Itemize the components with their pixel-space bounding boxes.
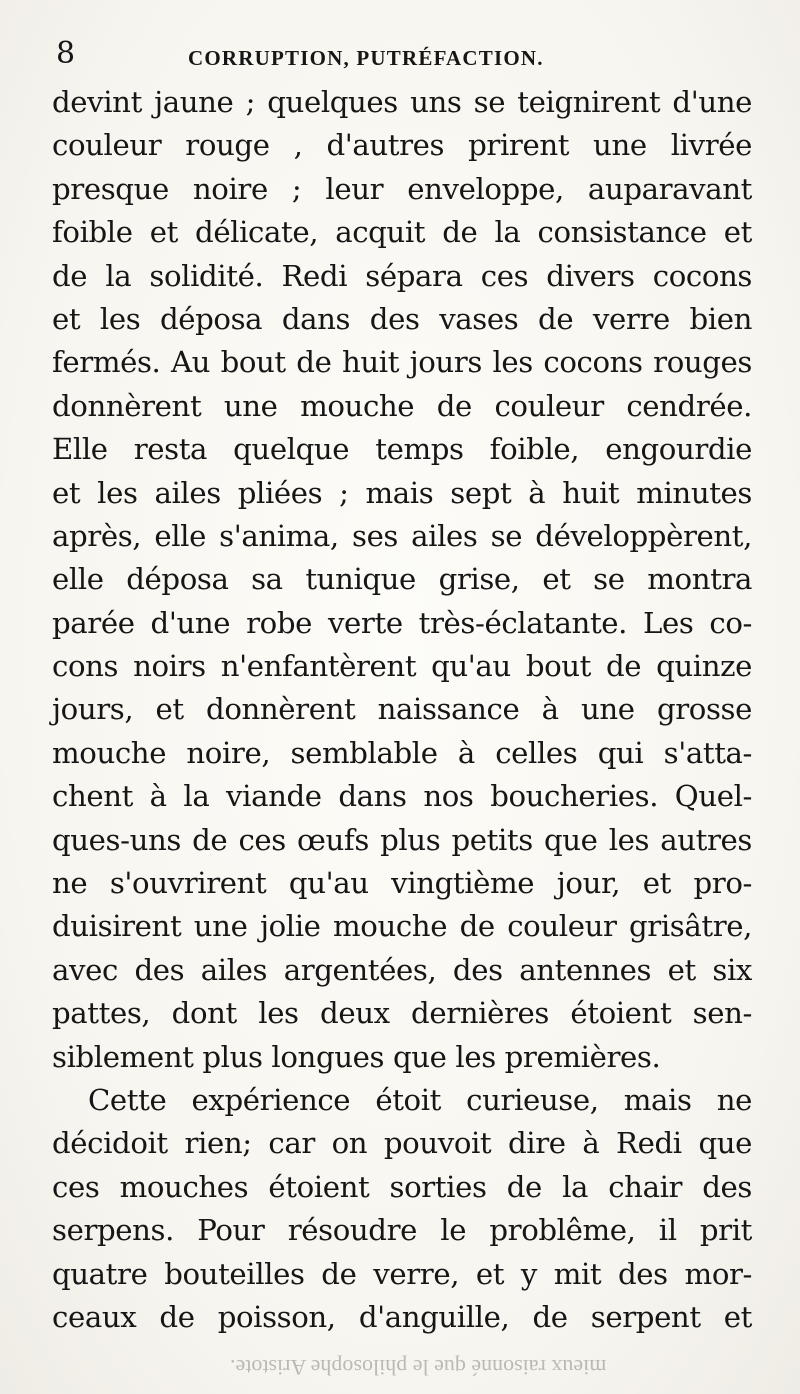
text-line: foible et délicate, acquit de la consistance et (52, 215, 752, 250)
text-line: jours, et donnèrent naissance à une grosse (52, 692, 752, 727)
text-line: ne s'ouvrirent qu'au vingtième jour, et pro- (52, 866, 752, 901)
page-number: 8 (56, 36, 76, 71)
text-line: de la solidité. Redi sépara ces divers cocons (52, 258, 752, 293)
text-line: parée d'une robe verte très-éclatante. Les co- (52, 605, 752, 640)
text-line: Elle resta quelque temps foible, engourdie (52, 432, 752, 467)
text-line: mouche noire, semblable à celles qui s'atta- (52, 735, 752, 770)
text-line: presque noire ; leur enveloppe, auparavant (52, 171, 752, 206)
text-line: après, elle s'anima, ses ailes se développèrent, (52, 518, 752, 553)
text-line: avec des ailes argentées, des antennes et six (52, 952, 752, 987)
text-line: pattes, dont les deux dernières étoient sen- (52, 996, 752, 1031)
text-line: ces mouches étoient sorties de la chair des (52, 1169, 752, 1204)
text-line: serpens. Pour résoudre le problême, il prit (52, 1213, 752, 1248)
running-head: CORRUPTION, PUTRÉFACTION. (188, 46, 544, 70)
text-line: ceaux de poisson, d'anguille, de serpent et (52, 1299, 752, 1334)
text-line: et les déposa dans des vases de verre bien (52, 301, 752, 336)
text-line: décidoit rien; car on pouvoit dire à Redi que (52, 1126, 752, 1161)
text-line: chent à la viande dans nos boucheries. Quel- (52, 779, 752, 814)
text-line: ques-uns de ces œufs plus petits que les autres (52, 822, 752, 857)
text-line: elle déposa sa tunique grise, et se montra (52, 562, 752, 597)
text-line: et les ailes pliées ; mais sept à huit minutes (52, 475, 752, 510)
paragraph-start-line: Cette expérience étoit curieuse, mais ne (88, 1082, 752, 1117)
text-line: cons noirs n'enfantèrent qu'au bout de quinze (52, 649, 752, 684)
bleed-through-text: mieux raisonné que le philosophe Aristote. (230, 1355, 607, 1380)
text-line: donnèrent une mouche de couleur cendrée. (52, 388, 752, 423)
text-line: quatre bouteilles de verre, et y mit des mor- (52, 1256, 752, 1291)
paragraph-end-line: siblement plus longues que les premières. (52, 1039, 661, 1074)
text-line: devint jaune ; quelques uns se teignirent d'une (52, 85, 752, 119)
text-line: fermés. Au bout de huit jours les cocons rouges (52, 345, 752, 380)
body-text (52, 81, 752, 1339)
text-line: couleur rouge , d'autres prirent une livrée (52, 128, 752, 163)
text-line: duisirent une jolie mouche de couleur grisâtre, (52, 909, 752, 944)
